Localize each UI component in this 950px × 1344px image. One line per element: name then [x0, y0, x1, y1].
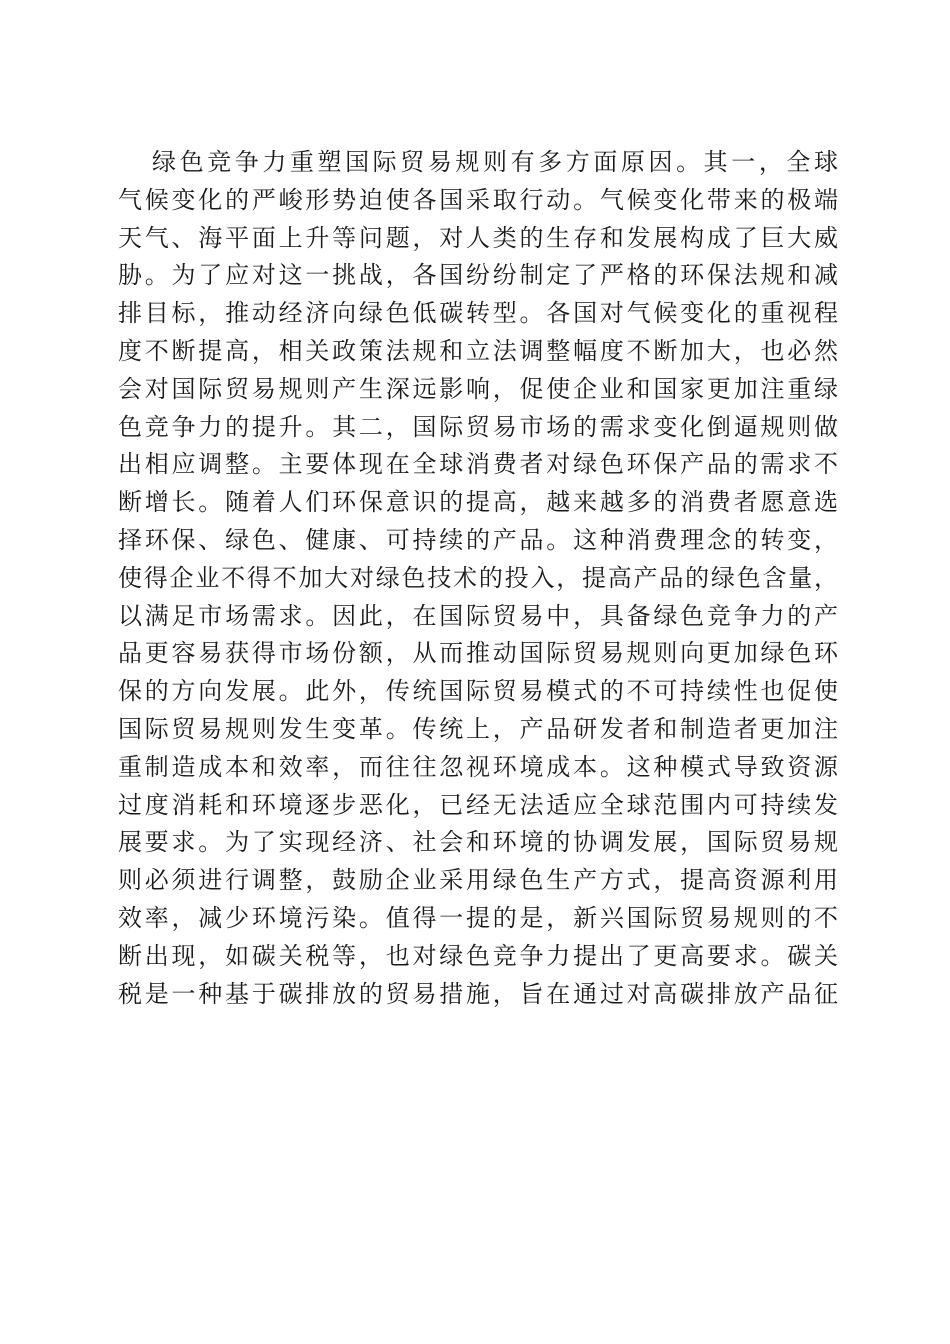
paragraph-line: 过度消耗和环境逐步恶化，已经无法适应全球范围内可持续发 — [118, 790, 838, 819]
paragraph-line: 税是一种基于碳排放的贸易措施，旨在通过对高碳排放产品征 — [118, 979, 838, 1008]
paragraph-line: 出相应调整。主要体现在全球消费者对绿色环保产品的需求不 — [118, 450, 838, 479]
paragraph-line: 胁。为了应对这一挑战，各国纷纷制定了严格的环保法规和减 — [118, 261, 838, 290]
paragraph-line: 色竞争力的提升。其二，国际贸易市场的需求变化倒逼规则做 — [118, 412, 838, 441]
paragraph-line: 效率，减少环境污染。值得一提的是，新兴国际贸易规则的不 — [118, 903, 838, 932]
paragraph-line: 排目标，推动经济向绿色低碳转型。各国对气候变化的重视程 — [118, 299, 838, 328]
body-paragraph — [118, 144, 838, 1013]
paragraph-line: 绿色竞争力重塑国际贸易规则有多方面原因。其一，全球 — [152, 148, 838, 176]
paragraph-line: 断出现，如碳关税等，也对绿色竞争力提出了更高要求。碳关 — [118, 941, 838, 970]
paragraph-line: 气候变化的严峻形势迫使各国采取行动。气候变化带来的极端 — [118, 185, 838, 214]
paragraph-line: 品更容易获得市场份额，从而推动国际贸易规则向更加绿色环 — [118, 639, 838, 668]
paragraph-line: 会对国际贸易规则产生深远影响，促使企业和国家更加注重绿 — [118, 374, 838, 403]
paragraph-line: 断增长。随着人们环保意识的提高，越来越多的消费者愿意选 — [118, 488, 838, 517]
paragraph-line: 重制造成本和效率，而往往忽视环境成本。这种模式导致资源 — [118, 752, 838, 781]
paragraph-line: 天气、海平面上升等问题，对人类的生存和发展构成了巨大威 — [118, 223, 838, 252]
paragraph-line: 使得企业不得不加大对绿色技术的投入，提高产品的绿色含量， — [118, 563, 838, 592]
paragraph-line: 保的方向发展。此外，传统国际贸易模式的不可持续性也促使 — [118, 677, 838, 706]
paragraph-line: 展要求。为了实现经济、社会和环境的协调发展，国际贸易规 — [118, 828, 838, 857]
paragraph-line: 则必须进行调整，鼓励企业采用绿色生产方式，提高资源利用 — [118, 866, 838, 895]
paragraph-line: 度不断提高，相关政策法规和立法调整幅度不断加大，也必然 — [118, 336, 838, 365]
paragraph-line: 以满足市场需求。因此，在国际贸易中，具备绿色竞争力的产 — [118, 601, 838, 630]
paragraph-line: 国际贸易规则发生变革。传统上，产品研发者和制造者更加注 — [118, 714, 838, 743]
paragraph-line: 择环保、绿色、健康、可持续的产品。这种消费理念的转变， — [118, 525, 838, 554]
